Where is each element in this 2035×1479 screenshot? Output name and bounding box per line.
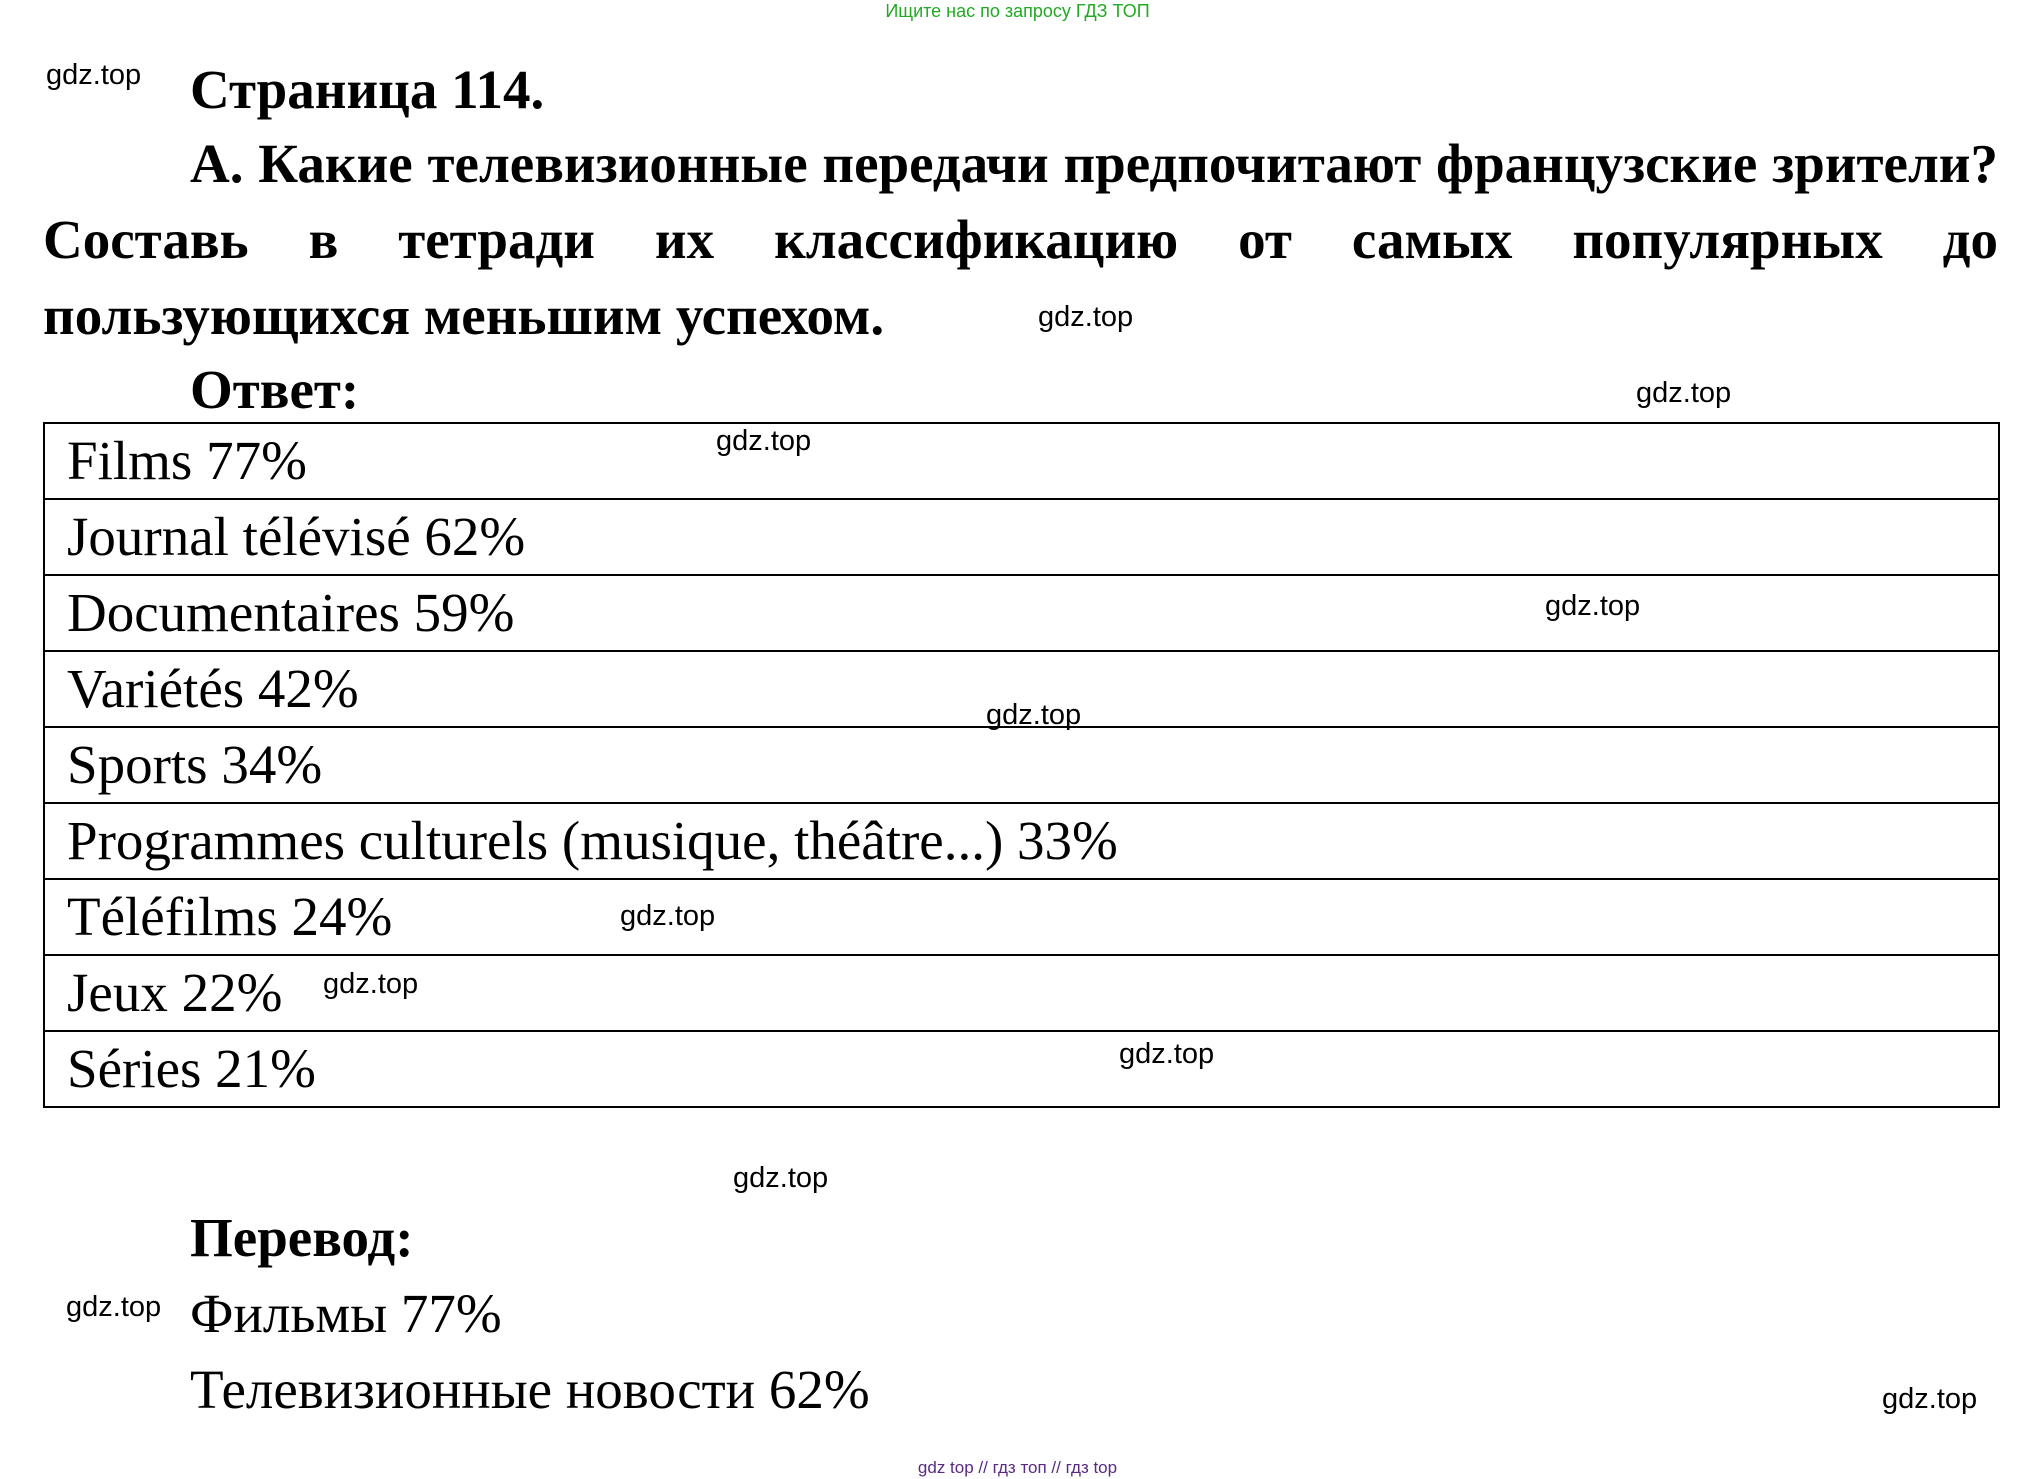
watermark: gdz.top	[716, 425, 812, 457]
watermark: gdz.top	[1545, 590, 1641, 622]
table-cell: Séries 21%	[44, 1031, 1999, 1107]
table-row	[44, 575, 1999, 651]
watermark: gdz.top	[1882, 1383, 1978, 1415]
watermark: gdz.top	[1636, 377, 1732, 409]
translation-line: Фильмы 77%	[190, 1283, 502, 1344]
watermark: gdz.top	[1038, 301, 1134, 333]
watermark: gdz.top	[733, 1162, 829, 1194]
question-text: А. Какие телевизионные передачи предпочитают французские зрители? Составь в тетради их классификацию от самых популярных до пользующихся меньшим успехом.	[43, 133, 1998, 346]
table-row	[44, 1031, 1999, 1107]
top-banner: Ищите нас по запросу ГДЗ ТОП	[885, 1, 1150, 21]
watermark: gdz.top	[323, 968, 419, 1000]
watermark: gdz.top	[1119, 1038, 1215, 1070]
table-cell: Téléfilms 24%	[44, 879, 1999, 955]
table-row	[44, 423, 1999, 499]
footer-links: gdz top // гдз топ // гдз top	[917, 1458, 1118, 1477]
answer-label: Ответ:	[190, 359, 360, 420]
watermark: gdz.top	[986, 699, 1082, 731]
table-cell: Documentaires 59%	[44, 575, 1999, 651]
table-cell: Variétés 42%	[44, 651, 1999, 727]
watermark: gdz.top	[66, 1291, 162, 1323]
table-row	[44, 727, 1999, 803]
table-cell: Sports 34%	[44, 727, 1999, 803]
translation-label: Перевод:	[190, 1207, 414, 1268]
table-cell: Journal télévisé 62%	[44, 499, 1999, 575]
table-row	[44, 879, 1999, 955]
table-cell: Programmes culturels (musique, théâtre...) 33%	[44, 803, 1999, 879]
table-cell: Jeux 22%	[44, 955, 1999, 1031]
watermark: gdz.top	[620, 900, 716, 932]
answer-table	[43, 422, 2000, 1108]
table-cell: Films 77%	[44, 423, 1999, 499]
page-title: Страница 114.	[190, 59, 545, 120]
table-row	[44, 803, 1999, 879]
watermark: gdz.top	[46, 59, 142, 91]
table-row	[44, 499, 1999, 575]
translation-line: Телевизионные новости 62%	[190, 1359, 870, 1420]
